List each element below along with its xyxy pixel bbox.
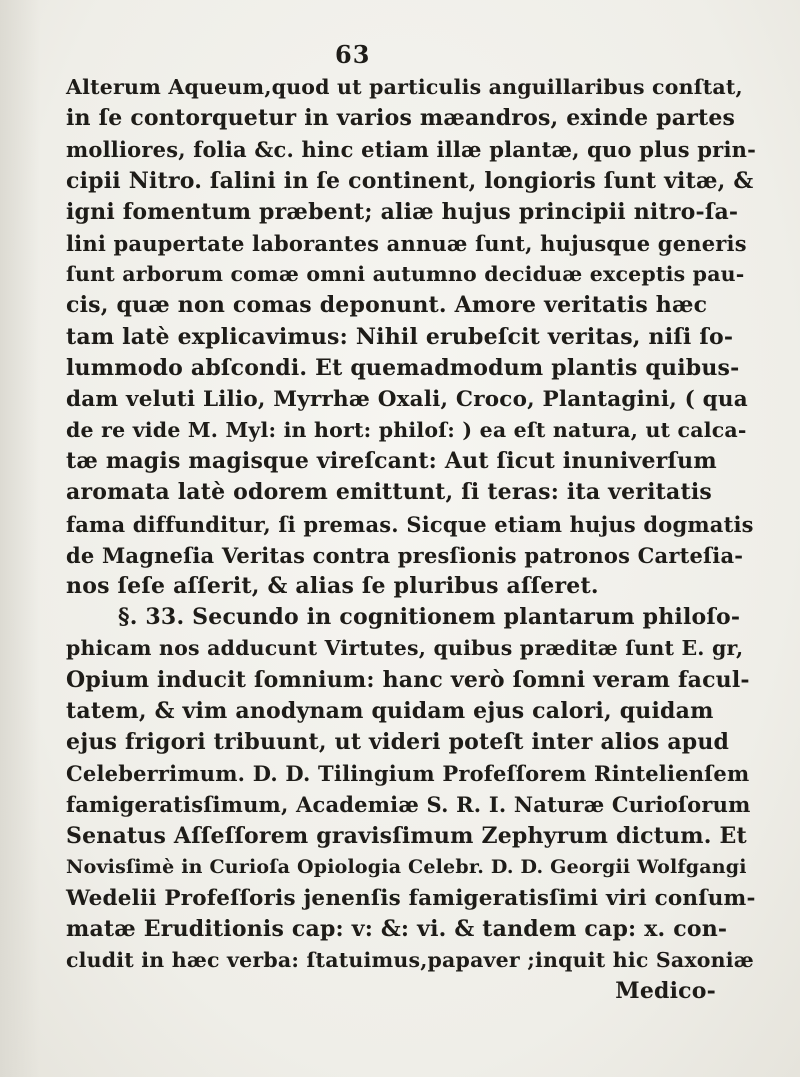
text-line: matæ Eruditionis cap: v: &: vi. & tandem cap: x. con- <box>66 916 728 943</box>
text-line: Opium inducit ſomnium: hanc verò ſomni veram facul- <box>66 666 750 693</box>
text-line: ejus frigori tribuunt, ut videri poteſt inter alios apud <box>66 728 730 755</box>
text-line: Wedelii Profeſſoris jenenſis famigeratisſimi viri conſum- <box>66 885 756 911</box>
text-line: phicam nos adducunt Virtutes, quibus præditæ ſunt E. gr, <box>66 636 744 661</box>
text-line: tæ magis magisque vireſcant: Aut ſicut inuniverſum <box>66 448 717 475</box>
text-line: de re vide M. Myl: in hort: philoſ: ) ea eſt natura, ut calca- <box>66 418 747 443</box>
text-line: cis, quæ non comas deponunt. Amore veritatis hæc <box>66 292 708 319</box>
text-line: molliores, folia &c. hinc etiam illæ plantæ, quo plus prin- <box>66 137 757 163</box>
text-line: aromata latè odorem emittunt, ſi teras: ita veritatis <box>66 479 712 506</box>
text-line: tam latè explicavimus: Nihil erubeſcit veritas, niſi ſo- <box>66 323 734 350</box>
page-number: 63 <box>335 40 371 69</box>
text-line: ſunt arborum comæ omni autumno deciduæ exceptis pau- <box>66 262 745 287</box>
text-line: lini paupertate laborantes annuæ ſunt, hujusque generis <box>66 230 747 256</box>
page-edge-shadow <box>0 0 40 1077</box>
catchword: Medico- <box>615 978 716 1005</box>
text-line: igni fomentum præbent; aliæ hujus principii nitro-ſa- <box>66 198 739 225</box>
text-line: Novisſimè in Curioſa Opiologia Celebr. D. D. Georgii Wolfgangi <box>66 855 747 878</box>
text-line: de Magneſia Veritas contra presſionis patronos Carteſia- <box>66 542 744 568</box>
text-line: fama diffunditur, ſi premas. Sicque etiam hujus dogmatis <box>66 511 754 537</box>
text-line: dam veluti Lilio, Myrrhæ Oxali, Croco, Plantagini, ( qua <box>66 386 748 412</box>
text-line: tatem, & vim anodynam quidam ejus calori, quidam <box>66 697 714 724</box>
text-line: in ſe contorquetur in varios mæandros, exinde partes <box>66 105 736 132</box>
section-line: §. 33. Secundo in cognitionem plantarum philoſo- <box>118 604 741 631</box>
text-line: Senatus Aſſeſſorem gravisſimum Zephyrum dictum. Et <box>66 822 747 849</box>
text-line: cipii Nitro. ſalini in ſe continent, longioris ſunt vitæ, & <box>66 167 754 194</box>
text-line: lummodo abſcondi. Et quemadmodum plantis quibus- <box>66 354 740 381</box>
text-line: cludit in hæc verba: ſtatuimus,papaver ;inquit hic Saxoniæ <box>66 948 754 973</box>
text-line: nos ſeſe aſſerit, & alias ſe pluribus aſſeret. <box>66 573 599 599</box>
body-text <box>66 72 756 1008</box>
text-line: Celeberrimum. D. D. Tilingium Profeſſorem Rintelienſem <box>66 761 750 787</box>
text-line: famigeratisſimum, Academiæ S. R. I. Naturæ Curioſorum <box>66 792 751 818</box>
text-line: Alterum Aqueum,quod ut particulis anguillaribus conſtat, <box>66 75 743 99</box>
